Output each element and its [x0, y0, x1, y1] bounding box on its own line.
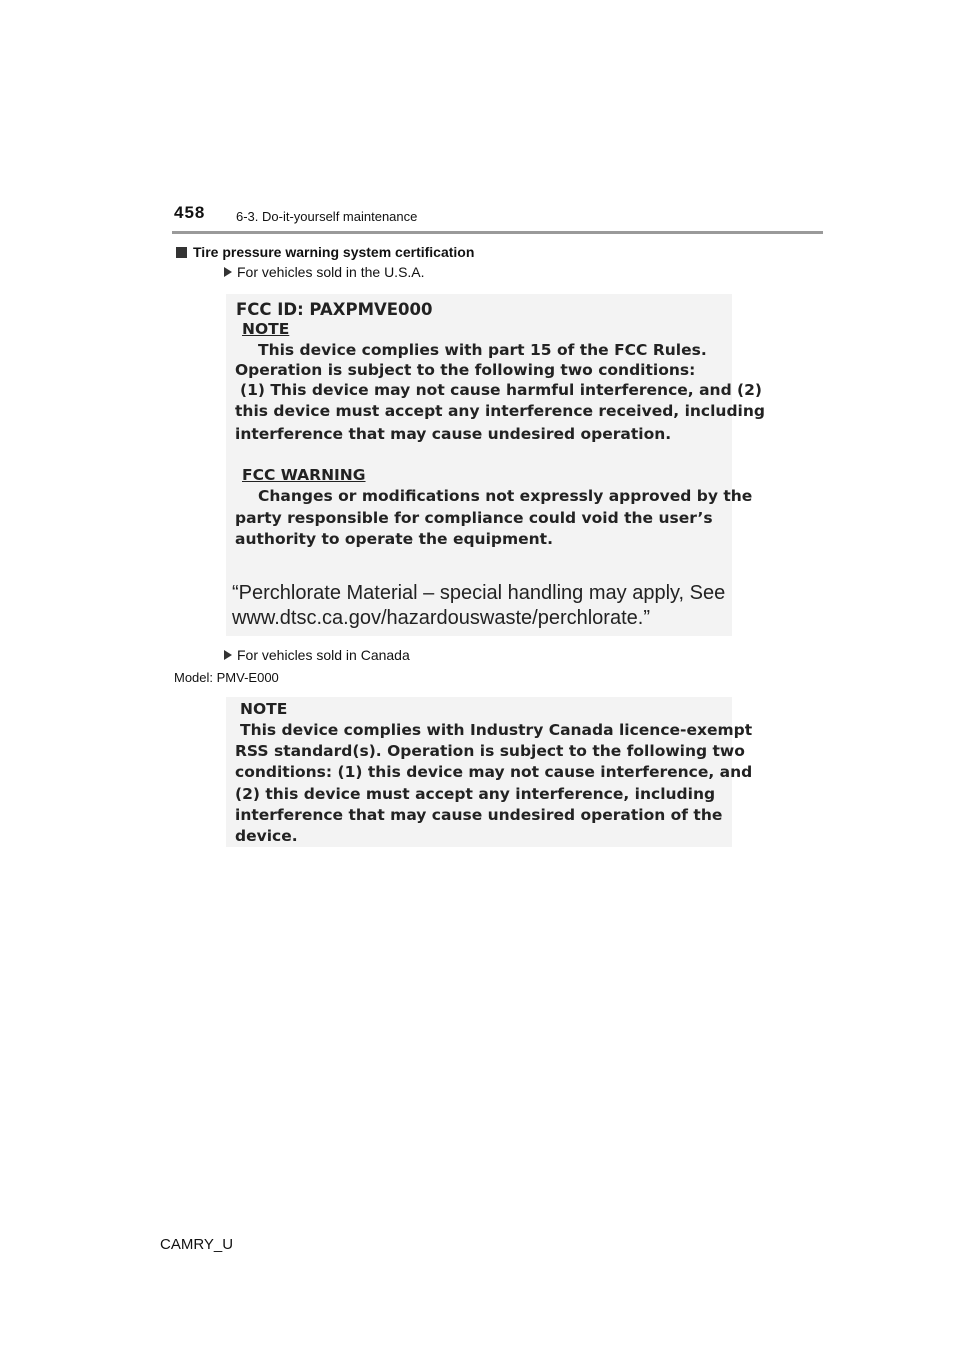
- canada-certification-label: [226, 697, 753, 847]
- fcc-warning-heading: FCC WARNING: [242, 466, 366, 484]
- canada-bullet-text: For vehicles sold in Canada: [237, 647, 410, 663]
- note-heading: NOTE: [242, 320, 290, 338]
- usa-bullet-text: For vehicles sold in the U.S.A.: [237, 264, 425, 280]
- model-number: Model: PMV-E000: [174, 670, 279, 685]
- label-line: interference that may cause undesired operation of the: [235, 806, 723, 824]
- label-line: conditions: (1) this device may not cause interference, and: [235, 763, 753, 781]
- usa-certification-label: [226, 294, 766, 636]
- label-line: (2) this device must accept any interference, including: [235, 785, 716, 803]
- label-line: This device complies with Industry Canada licence-exempt: [240, 721, 753, 739]
- triangle-bullet-icon: [224, 267, 232, 277]
- canada-bullet: [224, 647, 410, 663]
- label-line: This device complies with part 15 of the FCC Rules.: [258, 341, 707, 359]
- label-line: RSS standard(s). Operation is subject to the following two: [235, 742, 745, 760]
- section-heading: [176, 244, 474, 260]
- usa-bullet: [224, 264, 425, 280]
- label-line: Operation is subject to the following two conditions:: [235, 361, 696, 379]
- page-number: 458: [174, 203, 206, 222]
- label-line: device.: [235, 827, 298, 845]
- label-line: (1) This device may not cause harmful interference, and (2): [240, 381, 763, 399]
- perchlorate-line: www.dtsc.ca.gov/hazardouswaste/perchlorate.”: [232, 607, 650, 629]
- perchlorate-line: “Perchlorate Material – special handling may apply, See: [232, 582, 726, 604]
- triangle-bullet-icon: [224, 650, 232, 660]
- note-heading: NOTE: [240, 700, 288, 718]
- label-line: interference that may cause undesired operation.: [235, 425, 672, 443]
- square-bullet-icon: [176, 247, 187, 258]
- label-line: Changes or modifications not expressly approved by the: [258, 487, 753, 505]
- label-line: authority to operate the equipment.: [235, 530, 553, 548]
- label-line: this device must accept any interference received, including: [235, 402, 766, 420]
- chapter-title: 6-3. Do-it-yourself maintenance: [236, 209, 418, 224]
- label-line: party responsible for compliance could void the user’s: [235, 509, 713, 527]
- header-divider: [172, 231, 823, 234]
- footer-model-code: CAMRY_U: [160, 1236, 234, 1253]
- section-heading-text: Tire pressure warning system certification: [193, 244, 475, 260]
- fcc-id: FCC ID: PAXPMVE000: [236, 300, 433, 319]
